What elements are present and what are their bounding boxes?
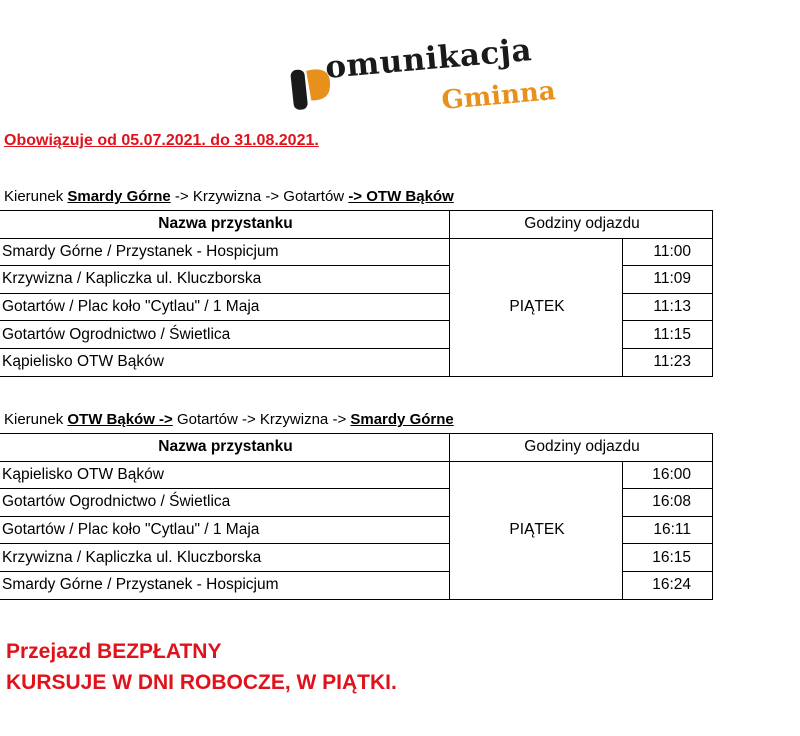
- direction-prefix: Kierunek: [4, 411, 68, 428]
- stop-name: Gotartów / Plac koło "Cytlau" / 1 Maja: [0, 516, 450, 544]
- departure-time: 11:15: [623, 321, 713, 349]
- stop-name: Smardy Górne / Przystanek - Hospicjum: [0, 571, 450, 599]
- departure-time: 16:24: [623, 571, 713, 599]
- direction-prefix: Kierunek: [4, 188, 68, 205]
- direction-from: Smardy Górne: [67, 188, 171, 205]
- departure-time: 11:23: [623, 348, 713, 376]
- departure-time: 11:00: [623, 238, 713, 266]
- logo-main-text: omunikacja: [323, 32, 534, 86]
- day-label: PIĄTEK: [450, 238, 623, 376]
- table-header-row: [0, 211, 713, 239]
- stop-name: Krzywizna / Kapliczka ul. Kluczborska: [0, 544, 450, 572]
- day-label: PIĄTEK: [450, 461, 623, 599]
- direction-via: -> Krzywizna -> Gotartów: [170, 188, 349, 205]
- stop-name: Kąpielisko OTW Bąków: [0, 348, 450, 376]
- notes: [6, 636, 397, 698]
- stop-name: Gotartów Ogrodnictwo / Świetlica: [0, 321, 450, 349]
- direction-via: Gotartów -> Krzywizna ->: [172, 411, 351, 428]
- departure-time: 16:11: [623, 516, 713, 544]
- direction-from: OTW Bąków ->: [67, 411, 173, 428]
- operating-days-note: KURSUJE W DNI ROBOCZE, W PIĄTKI.: [6, 671, 397, 694]
- komunikacja-gminna-logo: [285, 32, 585, 128]
- logo-sub-text: Gminna: [440, 76, 557, 116]
- stop-name: Kąpielisko OTW Bąków: [0, 461, 450, 489]
- stop-name: Gotartów Ogrodnictwo / Świetlica: [0, 489, 450, 517]
- stop-name: Krzywizna / Kapliczka ul. Kluczborska: [0, 266, 450, 294]
- departure-time: 16:08: [623, 489, 713, 517]
- departure-time: 11:13: [623, 293, 713, 321]
- header-departure-hours: Godziny odjazdu: [450, 434, 713, 462]
- route2-direction: [4, 411, 454, 428]
- departure-time: 16:00: [623, 461, 713, 489]
- table-row: [0, 238, 713, 266]
- direction-to: -> OTW Bąków: [348, 188, 454, 205]
- route1-timetable: [0, 210, 713, 377]
- direction-to: Smardy Górne: [350, 411, 454, 428]
- free-ride-note: Przejazd BEZPŁATNY: [6, 640, 222, 663]
- route1-direction: [4, 188, 454, 205]
- departure-time: 16:15: [623, 544, 713, 572]
- route2-timetable: [0, 433, 713, 600]
- stop-name: Smardy Górne / Przystanek - Hospicjum: [0, 238, 450, 266]
- validity-period: Obowiązuje od 05.07.2021. do 31.08.2021.: [4, 132, 319, 149]
- header-departure-hours: Godziny odjazdu: [450, 211, 713, 239]
- table-row: [0, 461, 713, 489]
- header-stop-name: Nazwa przystanku: [0, 434, 450, 462]
- header-stop-name: Nazwa przystanku: [0, 211, 450, 239]
- stop-name: Gotartów / Plac koło "Cytlau" / 1 Maja: [0, 293, 450, 321]
- departure-time: 11:09: [623, 266, 713, 294]
- table-header-row: [0, 434, 713, 462]
